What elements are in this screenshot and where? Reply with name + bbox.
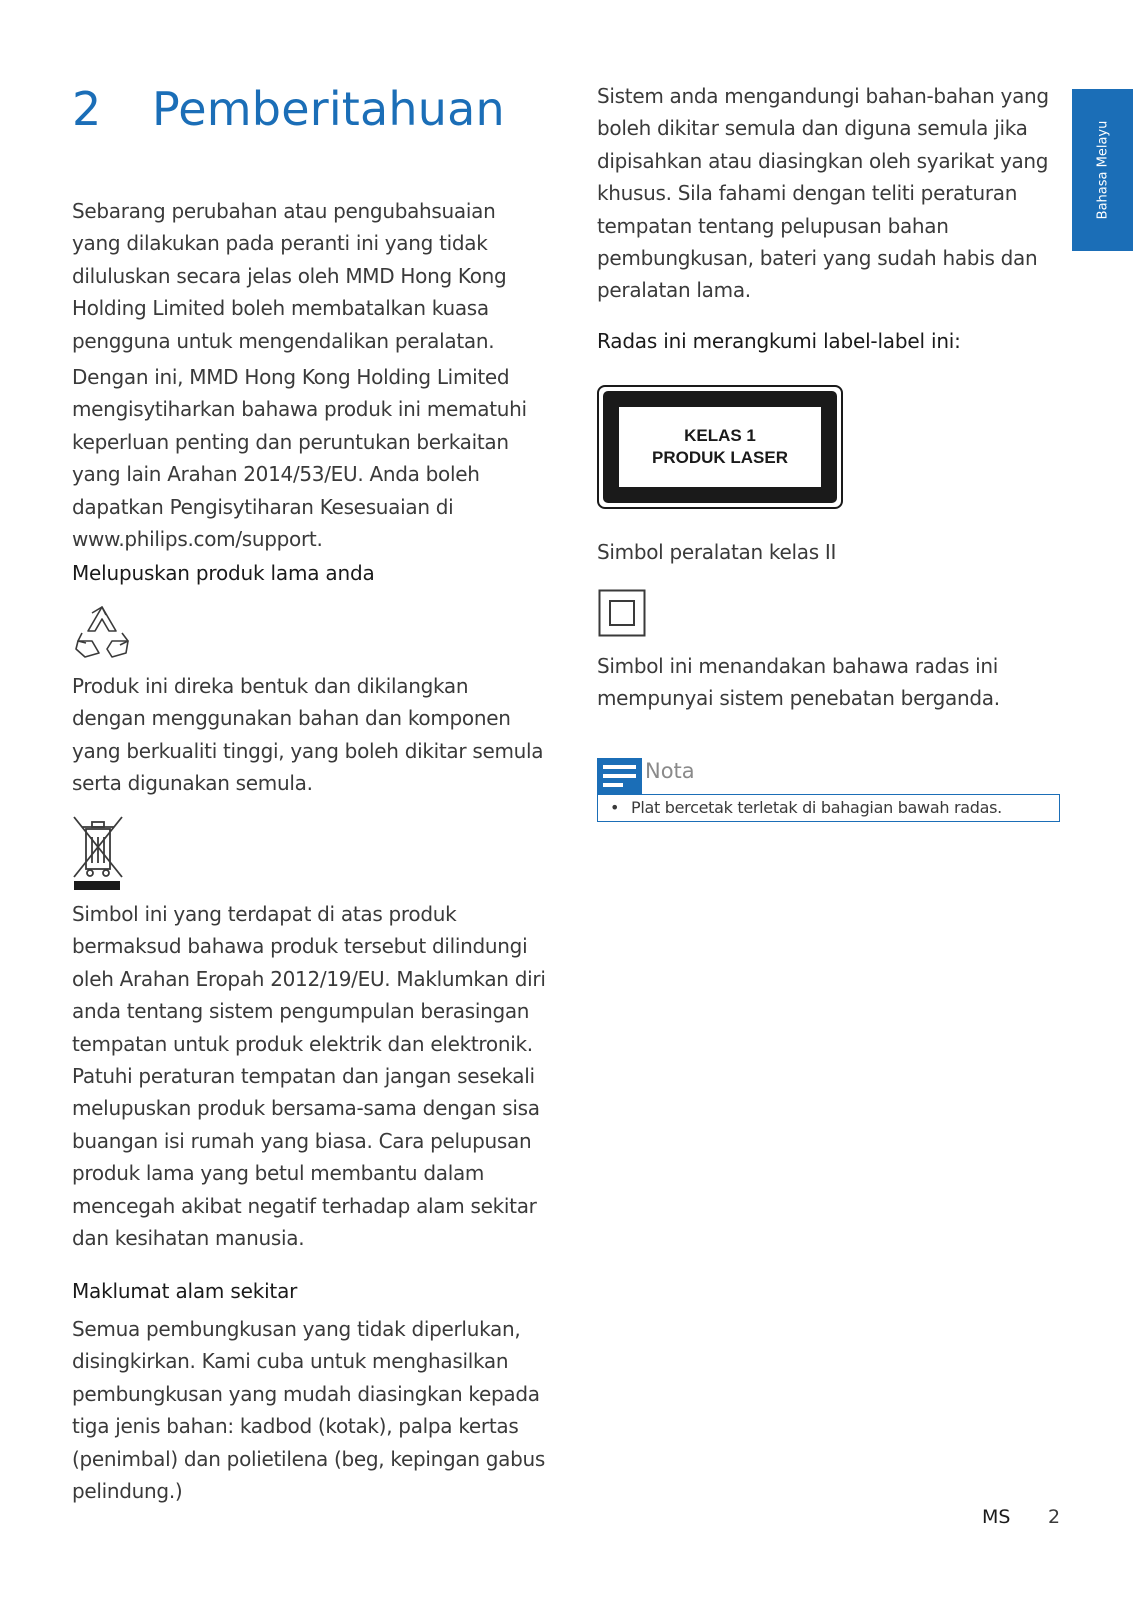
paragraph-recycling: Sistem anda mengandungi bahan-bahan yang boleh dikitar semula dan diguna semula jika dipisahkan atau diasingkan oleh syarikat yang khusus. Sila fahami dengan teliti peraturan tempatan tentang pelupusan bahan pembungkusan, bateri yang sudah habis dan peralatan lama. — [597, 84, 1049, 303]
heading-disposal: Melupuskan produk lama anda — [72, 561, 375, 585]
note-icon — [597, 758, 642, 794]
paragraph-insulation: Simbol ini menandakan bahawa radas ini mempunyai sistem penebatan berganda. — [597, 654, 1000, 711]
class2-caption: Simbol peralatan kelas II — [597, 540, 837, 564]
paragraph-modifications: Sebarang perubahan atau pengubahsuaian yang dilakukan pada peranti ini yang tidak diluluskan secara jelas oleh MMD Hong Kong Holding Limited boleh membatalkan kuasa pengguna untuk mengendalikan peralatan. — [72, 199, 507, 353]
note-bullet: • — [610, 798, 620, 817]
paragraph-materials: Produk ini direka bentuk dan dikilangkan dengan menggunakan bahan dan komponen yang berkualiti tinggi, yang boleh dikitar semula serta digunakan semula. — [72, 674, 544, 796]
note-title: Nota — [645, 759, 695, 783]
recycle-icon — [72, 603, 132, 661]
weee-bin-icon — [72, 815, 124, 891]
chapter-number: 2 — [72, 82, 102, 136]
heading-labels: Radas ini merangkumi label-label ini: — [597, 329, 961, 353]
class-ii-icon — [598, 589, 648, 639]
heading-environment: Maklumat alam sekitar — [72, 1279, 298, 1303]
paragraph-packaging: Semua pembungkusan yang tidak diperlukan, disingkirkan. Kami cuba untuk menghasilkan pembungkusan yang mudah diasingkan kepada tiga jenis bahan: kadbod (kotak), palpa kertas (penimbal) dan polietilena (beg, kepingan gabus pelindung.) — [72, 1317, 546, 1504]
laser-label-line2: PRODUK LASER — [651, 448, 788, 467]
paragraph-weee: Simbol ini yang terdapat di atas produk bermaksud bahawa produk tersebut dilindungi oleh Arahan Eropah 2012/19/EU. Maklumkan diri anda tentang sistem pengumpulan berasingan tempatan untuk produk elektrik dan elektronik. Patuhi peraturan tempatan dan jangan sesekali melupuskan produk bersama-sama dengan sisa buangan isi rumah yang biasa. Cara pelupusan produk lama yang betul membantu dalam mencegah akibat negatif terhadap alam sekitar dan kesihatan manusia. — [72, 902, 546, 1251]
page-number: 2 — [1048, 1506, 1061, 1528]
language-tab-label: Bahasa Melayu — [1095, 120, 1110, 220]
chapter-title — [72, 82, 505, 136]
footer-language: MS — [982, 1506, 1011, 1528]
note-box — [597, 794, 1060, 822]
language-tab — [1072, 89, 1133, 251]
chapter-title-text: Pemberitahuan — [152, 82, 505, 136]
laser-class-label — [597, 385, 843, 509]
laser-label-line1: KELAS 1 — [684, 426, 756, 445]
paragraph-declaration: Dengan ini, MMD Hong Kong Holding Limited mengisytiharkan bahawa produk ini mematuhi keperluan penting dan peruntukan berkaitan yang lain Arahan 2014/53/EU. Anda boleh dapatkan Pengisytiharan Kesesuaian di www.philips.com/support. — [72, 365, 527, 552]
note-text: Plat bercetak terletak di bahagian bawah radas. — [631, 798, 1002, 817]
